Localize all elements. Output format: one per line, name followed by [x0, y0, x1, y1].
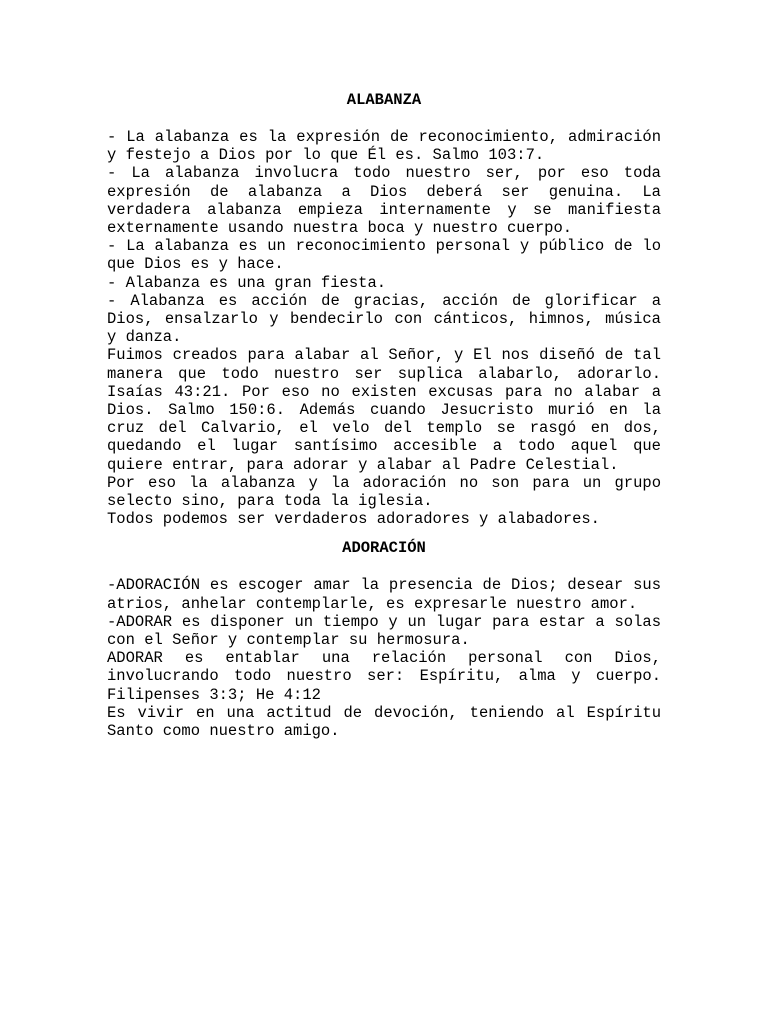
document-page	[107, 91, 661, 740]
section-title-alabanza: ALABANZA	[346, 91, 422, 109]
alabanza-body	[107, 128, 661, 528]
adoracion-body	[107, 576, 661, 740]
paragraph: - La alabanza involucra todo nuestro ser, por eso toda expresión de alabanza a Dios deberá ser genuina. La verdadera alabanza empieza internamente y se manifiesta externamente usando nuestra boca y nuestro cuerpo.	[107, 164, 661, 238]
paragraph: - Alabanza es acción de gracias, acción de glorificar a Dios, ensalzarlo y bendecirlo con cánticos, himnos, música y danza.	[107, 291, 661, 347]
paragraph: Fuimos creados para alabar al Señor, y El nos diseñó de tal manera que todo nuestro ser suplica alabarlo, adorarlo. Isaías 43:21. Por eso no existen excusas para no alabar a Dios. Salmo 150:6. Además cuando Jesucristo murió en la cruz del Calvario, el velo del templo se rasgó en dos, quedando el lugar santísimo accesible a todo aquel que quiere entrar, para adorar y alabar al Padre Celestial.	[107, 346, 661, 474]
paragraph: - La alabanza es un reconocimiento personal y público de lo que Dios es y hace.	[107, 237, 661, 274]
section-title-adoracion: ADORACIÓN	[342, 539, 426, 558]
paragraph: - Alabanza es una gran fiesta.	[107, 273, 387, 292]
paragraph: Todos podemos ser verdaderos adoradores y alabadores.	[107, 510, 600, 529]
paragraph: Por eso la alabanza y la adoración no son para un grupo selecto sino, para toda la iglesia.	[107, 473, 661, 511]
paragraph: - La alabanza es la expresión de reconocimiento, admiración y festejo a Dios por lo que Él es. Salmo 103:7.	[107, 128, 661, 165]
paragraph: ADORAR es entablar una relación personal con Dios, involucrando todo nuestro ser: Espíritu, alma y cuerpo. Filipenses 3:3; He 4:12	[107, 649, 661, 704]
paragraph: -ADORACIÓN es escoger amar la presencia de Dios; desear sus atrios, anhelar contemplarle, es expresarle nuestro amor.	[107, 576, 661, 613]
paragraph: -ADORAR es disponer un tiempo y un lugar para estar a solas con el Señor y contemplar su hermosura.	[107, 612, 661, 650]
paragraph: Es vivir en una actitud de devoción, teniendo al Espíritu Santo como nuestro amigo.	[107, 703, 661, 741]
